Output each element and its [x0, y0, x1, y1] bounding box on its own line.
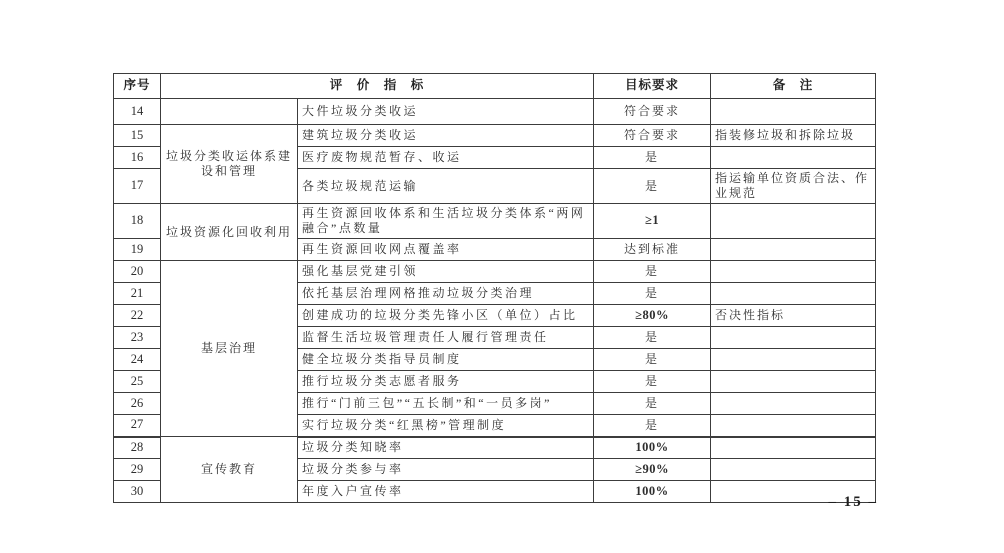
- indicator-cell: 垃圾分类参与率: [298, 459, 594, 481]
- row-number: 28: [114, 437, 161, 459]
- remark-cell: 指装修垃圾和拆除垃圾: [711, 125, 876, 147]
- table-row: [114, 99, 876, 125]
- target-cell: 是: [594, 169, 711, 204]
- remark-cell: [711, 415, 876, 437]
- row-number: 25: [114, 371, 161, 393]
- row-number: 27: [114, 415, 161, 437]
- remark-cell: [711, 239, 876, 261]
- target-cell: 是: [594, 147, 711, 169]
- target-cell: 符合要求: [594, 99, 711, 125]
- remark-cell: [711, 371, 876, 393]
- header-indicator: 评 价 指 标: [161, 74, 594, 99]
- indicator-cell: 推行“门前三包”“五长制”和“一员多岗”: [298, 393, 594, 415]
- remark-cell: [711, 147, 876, 169]
- target-cell: 100%: [594, 481, 711, 503]
- table-row: [114, 204, 876, 239]
- row-number: 22: [114, 305, 161, 327]
- remark-cell: 否决性指标: [711, 305, 876, 327]
- row-number: 16: [114, 147, 161, 169]
- category-cell: 垃圾资源化回收利用: [161, 204, 298, 261]
- page-number: – 15 –: [828, 494, 878, 510]
- table-header-row: [114, 74, 876, 99]
- target-cell: ≥90%: [594, 459, 711, 481]
- evaluation-table: [113, 73, 876, 503]
- row-number: 26: [114, 393, 161, 415]
- remark-cell: [711, 349, 876, 371]
- row-number: 21: [114, 283, 161, 305]
- category-cell: 宣传教育: [161, 437, 298, 503]
- header-remark: 备 注: [711, 74, 876, 99]
- target-cell: 达到标准: [594, 239, 711, 261]
- remark-cell: [711, 327, 876, 349]
- header-target: 目标要求: [594, 74, 711, 99]
- target-cell: ≥1: [594, 204, 711, 239]
- category-cell: 基层治理: [161, 261, 298, 437]
- indicator-cell: 监督生活垃圾管理责任人履行管理责任: [298, 327, 594, 349]
- category-cell: 垃圾分类收运体系建设和管理: [161, 125, 298, 204]
- indicator-cell: 依托基层治理网格推动垃圾分类治理: [298, 283, 594, 305]
- indicator-cell: 再生资源回收体系和生活垃圾分类体系“两网融合”点数量: [298, 204, 594, 239]
- indicator-cell: 垃圾分类知晓率: [298, 437, 594, 459]
- indicator-cell: 医疗废物规范暂存、收运: [298, 147, 594, 169]
- table-row: [114, 261, 876, 283]
- remark-cell: [711, 204, 876, 239]
- remark-cell: [711, 437, 876, 459]
- target-cell: 是: [594, 415, 711, 437]
- target-cell: 符合要求: [594, 125, 711, 147]
- row-number: 14: [114, 99, 161, 125]
- row-number: 17: [114, 169, 161, 204]
- indicator-cell: 年度入户宣传率: [298, 481, 594, 503]
- row-number: 29: [114, 459, 161, 481]
- row-number: 30: [114, 481, 161, 503]
- row-number: 18: [114, 204, 161, 239]
- row-number: 15: [114, 125, 161, 147]
- indicator-cell: 实行垃圾分类“红黑榜”管理制度: [298, 415, 594, 437]
- target-cell: 100%: [594, 437, 711, 459]
- target-cell: ≥80%: [594, 305, 711, 327]
- target-cell: 是: [594, 261, 711, 283]
- remark-cell: [711, 283, 876, 305]
- indicator-cell: 各类垃圾规范运输: [298, 169, 594, 204]
- indicator-cell: 再生资源回收网点覆盖率: [298, 239, 594, 261]
- row-number: 19: [114, 239, 161, 261]
- indicator-cell: 强化基层党建引领: [298, 261, 594, 283]
- row-number: 24: [114, 349, 161, 371]
- indicator-cell: 大件垃圾分类收运: [298, 99, 594, 125]
- category-cell: [161, 99, 298, 125]
- indicator-cell: 健全垃圾分类指导员制度: [298, 349, 594, 371]
- remark-cell: [711, 459, 876, 481]
- target-cell: 是: [594, 371, 711, 393]
- target-cell: 是: [594, 349, 711, 371]
- target-cell: 是: [594, 283, 711, 305]
- indicator-cell: 创建成功的垃圾分类先锋小区（单位）占比: [298, 305, 594, 327]
- table-row: [114, 125, 876, 147]
- indicator-cell: 建筑垃圾分类收运: [298, 125, 594, 147]
- remark-cell: [711, 261, 876, 283]
- table-row: [114, 437, 876, 459]
- remark-cell: [711, 99, 876, 125]
- target-cell: 是: [594, 327, 711, 349]
- header-no: 序号: [114, 74, 161, 99]
- remark-cell: [711, 393, 876, 415]
- indicator-cell: 推行垃圾分类志愿者服务: [298, 371, 594, 393]
- row-number: 23: [114, 327, 161, 349]
- remark-cell: 指运输单位资质合法、作业规范: [711, 169, 876, 204]
- row-number: 20: [114, 261, 161, 283]
- target-cell: 是: [594, 393, 711, 415]
